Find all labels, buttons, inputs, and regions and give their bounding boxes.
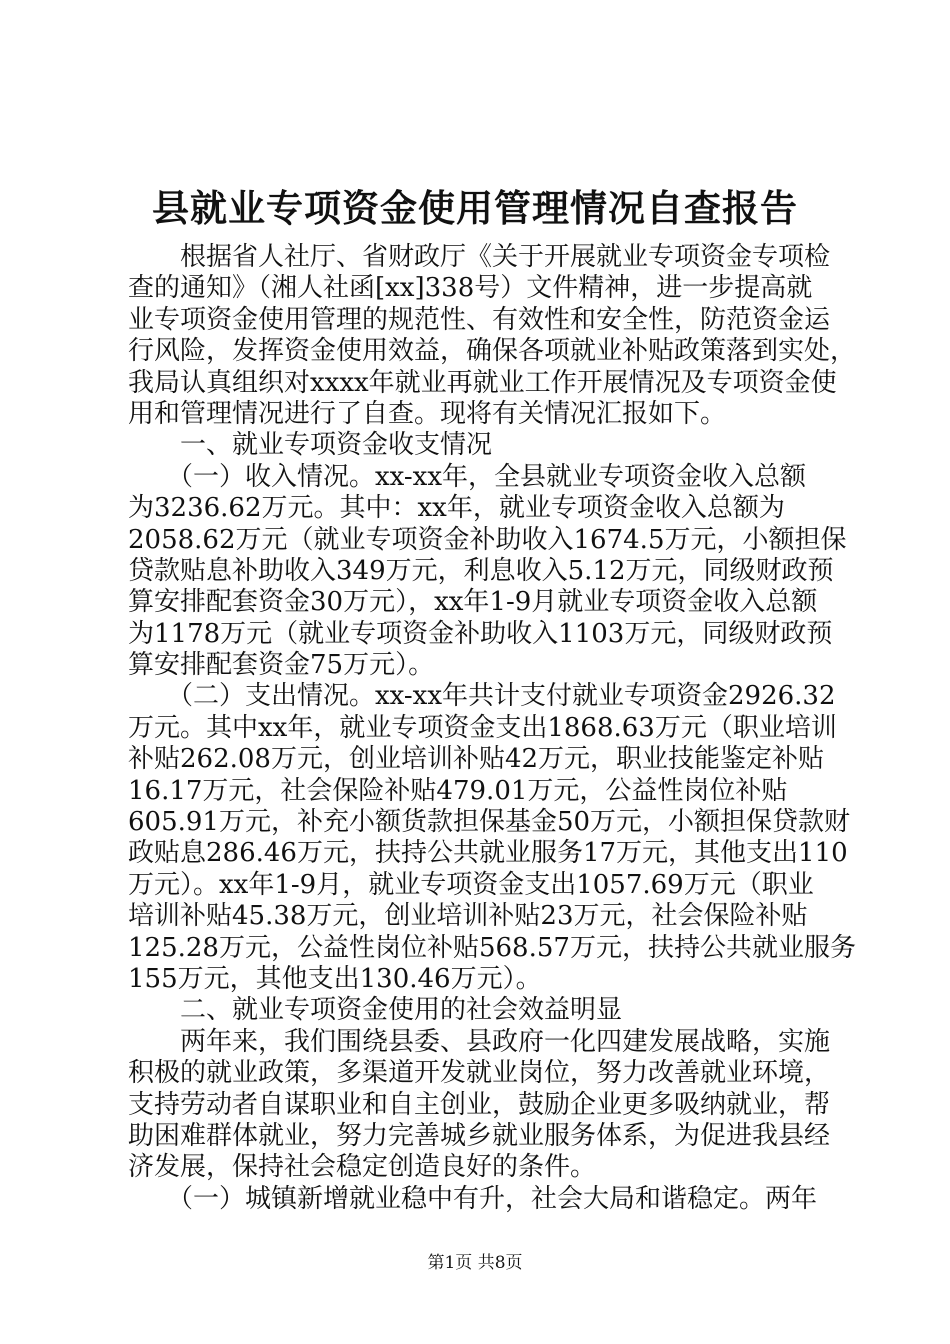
body-line: 算安排配套资金30万元），xx年1-9月就业专项资金收入总额 [128,587,818,618]
body-line: 业专项资金使用管理的规范性、有效性和安全性，防范资金运 [128,304,831,335]
body-line: 万元）。xx年1-9月，就业专项资金支出1057.69万元（职业 [128,869,814,900]
body-line: 支持劳动者自谋职业和自主创业，鼓励企业更多吸纳就业，帮 [128,1089,831,1120]
body-line: 根据省人社厅、省财政厅《关于开展就业专项资金专项检 [128,242,831,272]
page-footer: 第1页 共8页 [427,1253,523,1273]
document-title: 县就业专项资金使用管理情况自查报告 [152,186,798,230]
section-heading: 一、就业专项资金收支情况 [128,430,493,461]
body-line: 16.17万元，社会保险补贴479.01万元，公益性岗位补贴 [128,775,788,806]
body-line: 我局认真组织对xxxx年就业再就业工作开展情况及专项资金使 [128,367,837,398]
body-line: 培训补贴45.38万元，创业培训补贴23万元，社会保险补贴 [128,901,808,932]
body-line: （一）收入情况。xx-xx年，全县就业专项资金收入总额 [128,461,806,492]
body-line: 助困难群体就业，努力完善城乡就业服务体系，为促进我县经 [128,1120,831,1151]
body-line: 贷款贴息补助收入349万元，利息收入5.12万元，同级财政预 [128,555,834,586]
body-line: 605.91万元，补充小额货款担保基金50万元，小额担保贷款财 [128,807,851,838]
body-line: 济发展，保持社会稳定创造良好的条件。 [128,1152,597,1183]
body-line: 算安排配套资金75万元）。 [128,650,435,681]
body-line: 155万元，其他支出130.46万元）。 [128,963,542,994]
body-line: 用和管理情况进行了自查。现将有关情况汇报如下。 [128,398,727,429]
body-line: 万元。其中xx年，就业专项资金支出1868.63万元（职业培训 [128,712,837,743]
body-line: （一）城镇新增就业稳中有升，社会大局和谐稳定。两年 [128,1183,818,1214]
document-body [128,242,857,1215]
body-line: 125.28万元，公益性岗位补贴568.57万元，扶持公共就业服务 [128,932,856,963]
body-line: 2058.62万元（就业专项资金补助收入1674.5万元，小额担保 [128,524,847,555]
body-line: （二）支出情况。xx-xx年共计支付就业专项资金2926.32 [128,681,836,712]
body-line: 积极的就业政策，多渠道开发就业岗位，努力改善就业环境， [128,1058,831,1089]
body-line: 补贴262.08万元，创业培训补贴42万元，职业技能鉴定补贴 [128,744,825,775]
section-heading: 二、就业专项资金使用的社会效益明显 [128,995,623,1026]
body-line: 两年来，我们围绕县委、县政府一化四建发展战略，实施 [128,1026,831,1057]
body-line: 为3236.62万元。其中：xx年，就业专项资金收入总额为 [128,493,785,524]
body-line: 行风险，发挥资金使用效益，确保各项就业补贴政策落到实处， [128,336,857,367]
body-line: 政贴息286.46万元，扶持公共就业服务17万元，其他支出110 [128,838,848,869]
body-line: 为1178万元（就业专项资金补助收入1103万元，同级财政预 [128,618,833,649]
body-line: 查的通知》（湘人社函[xx]338号）文件精神，进一步提高就 [128,273,813,304]
